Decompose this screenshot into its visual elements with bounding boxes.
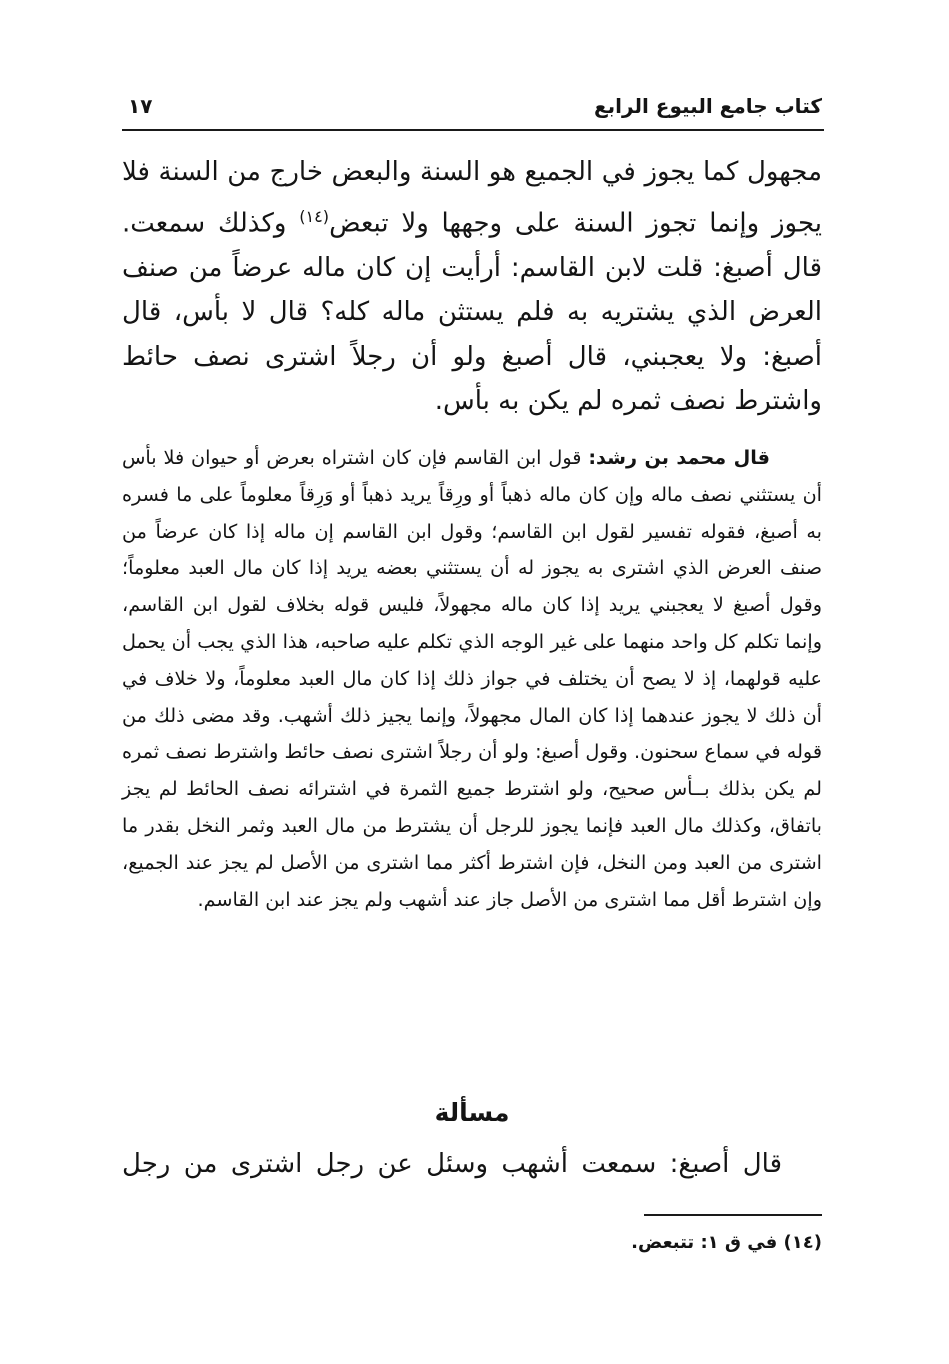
page-number: ١٧ [128, 94, 153, 118]
commentary-paragraph [122, 440, 822, 918]
closing-line: قال أصبغ: سمعت أشهب وسئل عن رجل اشترى من رجل [122, 1149, 782, 1179]
passage-text-after-note: وكذلك سمعت. قال أصبغ: قلت لابن القاسم: أرأيت إن كان ماله عرضاً من صنف العرض الذي يشتريه به فلم يستثن ماله كله؟ قال لا بأس، قال أصبغ: ولا يعجبني، قال أصبغ ولو أن رجلاً اشترى نصف حائط واشترط نصف ثمره لم يكن به بأس. [122, 208, 822, 417]
commentary-speaker: قال محمد بن رشد: [588, 446, 770, 469]
passage-paragraph [122, 150, 822, 424]
commentary-section [122, 440, 822, 918]
main-passage [122, 150, 822, 424]
section-heading: مسألة [434, 1098, 510, 1127]
footnote-text: (١٤) في ق ١: تتبعض. [631, 1232, 822, 1253]
passage-text-before-note: مجهول كما يجوز في الجميع هو السنة والبعض خارج من السنة فلا يجوز وإنما تجوز السنة على وجهها ولا تبعض [122, 157, 822, 239]
footnote-rule [644, 1214, 822, 1216]
running-header [122, 92, 822, 126]
header-rule [122, 129, 824, 131]
book-title: كتاب جامع البيوع الرابع [594, 94, 822, 118]
footnote-reference[interactable]: (١٤) [299, 206, 330, 226]
commentary-text: قول ابن القاسم فإن كان اشتراه بعرض أو حيوان فلا بأس أن يستثني نصف ماله وإن كان ماله ذهباً أو ورِقاً يريد ذهباً أو وَرِقاً معلوماً على ما فسره به أصبغ، فقوله تفسير لقول ابن القاسم؛ وقول ابن القاسم إن ماله إذا كان عرضاً من صنف العرض الذي اشترى به يجوز له أن يستثني بعضه يريد إذا كان مال العبد معلوماً؛ وقول أصبغ لا يعجبني يريد إذا كان ماله مجهولاً، فليس قوله بخلاف لقول ابن القاسم، وإنما تكلم كل واحد منهما على غير الوجه الذي تكلم عليه صاحبه، هذا الذي يجب أن يحمل عليه قولهما، إذ لا يصح أن يختلف في جواز ذلك إذا كان مال العبد معلوماً، ولا خلاف في أن ذلك لا يجوز عندهما إذا كان المال مجهولاً، وإنما يجيز ذلك أشهب. وقد مضى ذلك من قوله في سماع سحنون. وقول أصبغ: ولو أن رجلاً اشترى نصف حائط واشترط نصف ثمره لم يكن بذلك بــأس صحيح، ولو اشترط جميع الثمرة في اشترائه نصف الحائط لم يجز باتفاق، وكذلك مال العبد فإنما يجوز للرجل أن يشترط من مال العبد وثمر النخل بقدر ما اشترى من العبد ومن النخل، فإن اشترط أكثر مما اشترى من الأصل لم يجز عند الجميع، وإن اشترط أقل مما اشترى من الأصل جاز عند أشهب ولم يجز عند ابن القاسم. [122, 446, 822, 911]
closing-passage [122, 1142, 822, 1186]
